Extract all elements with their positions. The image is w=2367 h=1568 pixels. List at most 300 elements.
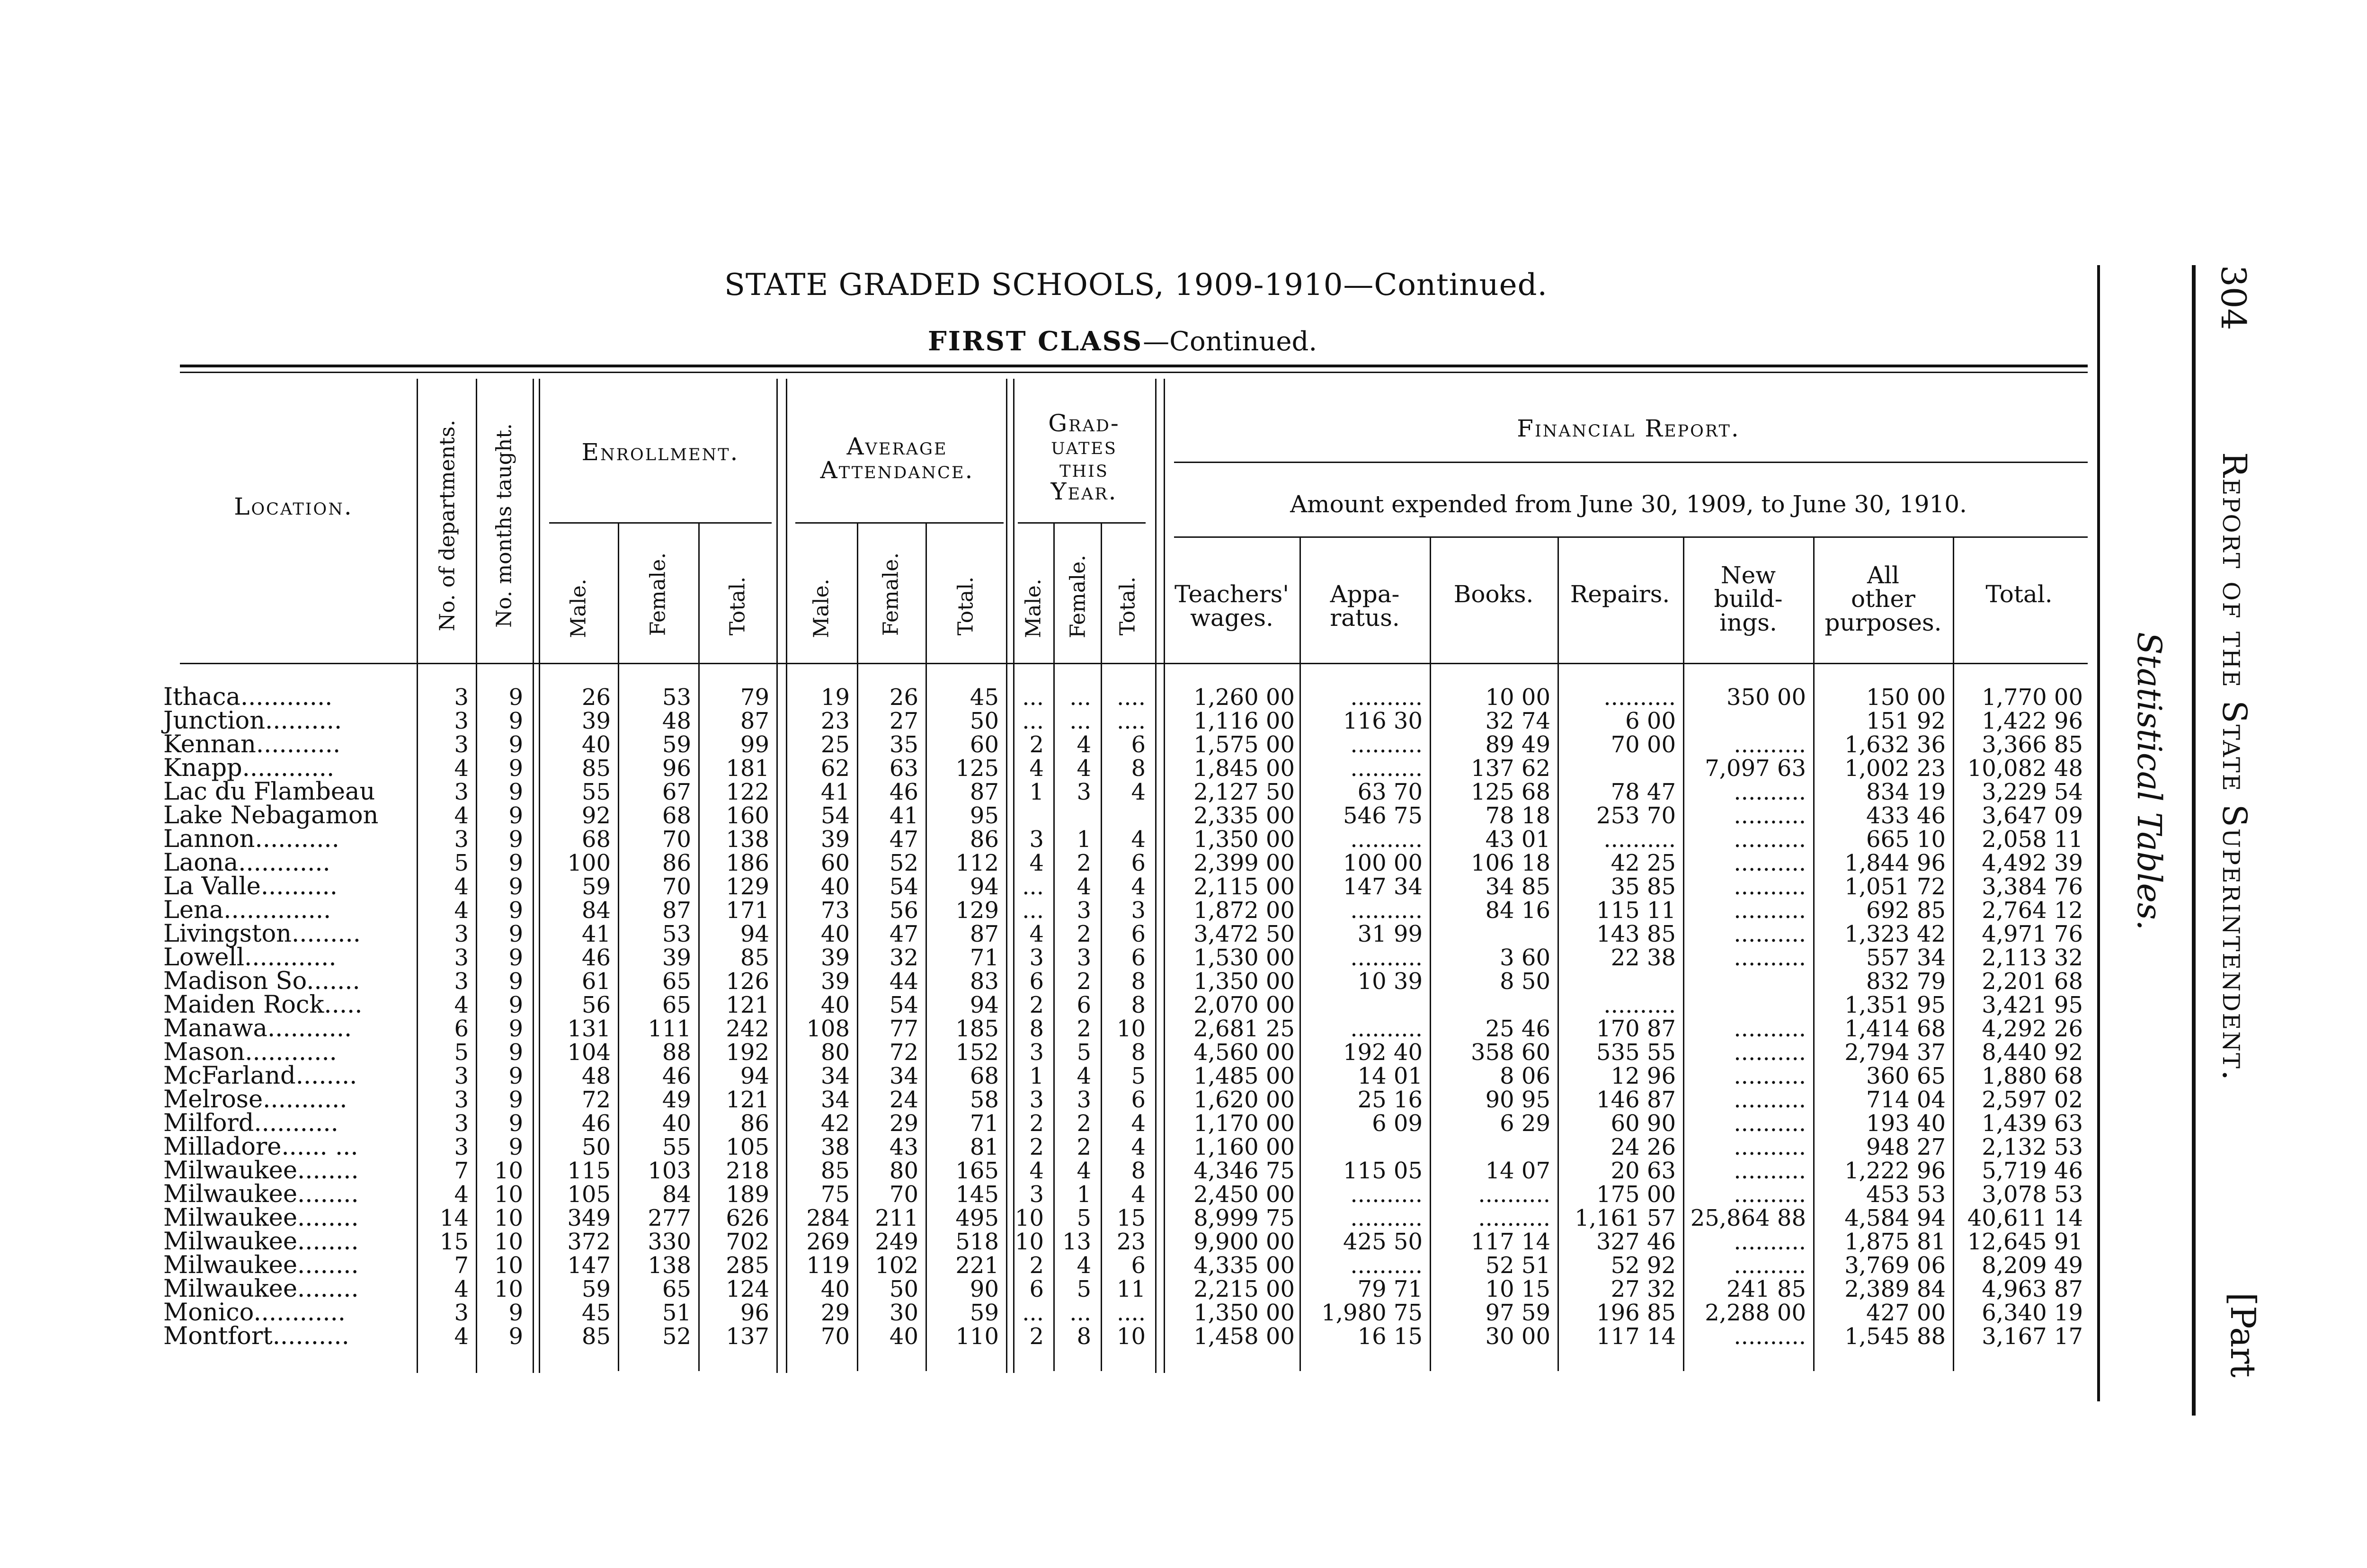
cell-tw: 1,260 00 — [1193, 684, 1295, 711]
row-location: Lake Nebagamon — [163, 802, 379, 829]
cell-at: 50 — [970, 708, 999, 734]
row-location: Milwaukee........ — [163, 1275, 359, 1303]
cell-gm: 4 — [1029, 1158, 1044, 1184]
cell-et: 186 — [726, 850, 769, 876]
cell-rp: 52 92 — [1611, 1252, 1676, 1279]
cell-gf: 2 — [1077, 1134, 1091, 1160]
cell-at: 68 — [970, 1063, 999, 1089]
cell-tw: 2,127 50 — [1193, 779, 1295, 805]
row-location: Milford........... — [163, 1109, 338, 1137]
cell-am: 19 — [820, 684, 850, 711]
cell-am: 60 — [820, 850, 850, 876]
cell-gt: 4 — [1131, 1181, 1146, 1208]
cell-at: 129 — [955, 897, 999, 924]
cell-bk: 10 15 — [1485, 1276, 1550, 1302]
cell-tw: 8,999 75 — [1193, 1205, 1295, 1231]
cell-nb: .......... — [1734, 944, 1806, 971]
cell-gt: 10 — [1116, 1323, 1146, 1350]
cell-ef: 55 — [662, 1134, 691, 1160]
cell-gm: 3 — [1029, 826, 1044, 853]
cell-em: 55 — [581, 779, 611, 805]
cell-gf: ... — [1069, 684, 1091, 711]
cell-gm: 2 — [1029, 1252, 1044, 1279]
cell-ef: 88 — [662, 1039, 691, 1066]
cell-em: 92 — [581, 802, 611, 829]
cell-tot: 10,082 48 — [1967, 755, 2083, 782]
cell-dep: 3 — [454, 1134, 469, 1160]
cell-ef: 86 — [662, 850, 691, 876]
cell-mon: 9 — [508, 1016, 523, 1042]
cell-gt: 8 — [1131, 968, 1146, 995]
cell-ap: 10 39 — [1357, 968, 1423, 995]
cell-em: 46 — [581, 1110, 611, 1137]
cell-tot: 8,209 49 — [1982, 1252, 2083, 1279]
cell-am: 62 — [820, 755, 850, 782]
amount-expended-header: Amount expended from June 30, 1909, to June 30, 1910. — [1290, 490, 1967, 518]
cell-rp: 22 38 — [1611, 944, 1676, 971]
cell-dep: 4 — [454, 1181, 469, 1208]
financial-report-header: Financial Report. — [1517, 415, 1740, 442]
cell-gm: 3 — [1029, 944, 1044, 971]
cell-ap: 79 71 — [1357, 1276, 1423, 1302]
cell-at: 94 — [970, 873, 999, 900]
cell-tw: 1,845 00 — [1193, 755, 1295, 782]
cell-et: 171 — [726, 897, 769, 924]
row-location: Milwaukee........ — [163, 1228, 359, 1256]
cell-ao: 834 19 — [1866, 779, 1946, 805]
cell-dep: 3 — [454, 968, 469, 995]
cell-em: 131 — [567, 1016, 611, 1042]
cell-af: 63 — [889, 755, 918, 782]
cell-am: 85 — [820, 1158, 850, 1184]
cell-mon: 9 — [508, 873, 523, 900]
cell-et: 85 — [740, 944, 769, 971]
cell-am: 73 — [820, 897, 850, 924]
col-rule — [1557, 538, 1559, 1371]
cell-dep: 3 — [454, 1087, 469, 1113]
cell-nb: .......... — [1734, 1063, 1806, 1089]
cell-af: 43 — [889, 1134, 918, 1160]
col-rule — [476, 379, 477, 1373]
cell-mon: 9 — [508, 992, 523, 1018]
cell-tot: 2,113 32 — [1982, 944, 2083, 971]
cell-mon: 9 — [508, 802, 523, 829]
cell-mon: 10 — [494, 1158, 523, 1184]
graduates-underline — [1018, 522, 1146, 524]
row-location: Milwaukee........ — [163, 1251, 359, 1279]
row-location: Kennan........... — [163, 731, 341, 758]
cell-gf: 3 — [1077, 944, 1091, 971]
cell-nb: .......... — [1734, 1323, 1806, 1350]
cell-dep: 3 — [454, 944, 469, 971]
cell-tot: 1,439 63 — [1982, 1110, 2083, 1137]
cell-at: 83 — [970, 968, 999, 995]
enroll-female-header: Female. — [646, 552, 670, 636]
cell-bk: 8 06 — [1500, 1063, 1550, 1089]
cell-tw: 1,485 00 — [1193, 1063, 1295, 1089]
cell-rp: 27 32 — [1611, 1276, 1676, 1302]
row-location: Mason............ — [163, 1038, 337, 1066]
cell-dep: 14 — [439, 1205, 469, 1231]
cell-gt: 11 — [1116, 1276, 1146, 1302]
cell-tot: 4,292 26 — [1982, 1016, 2083, 1042]
cell-nb: .......... — [1734, 1158, 1806, 1184]
cell-ao: 2,794 37 — [1844, 1039, 1946, 1066]
cell-bk: .......... — [1478, 1205, 1550, 1231]
cell-am: 42 — [820, 1110, 850, 1137]
cell-tot: 2,058 11 — [1982, 826, 2083, 853]
grad-total-header: Total. — [1115, 576, 1140, 636]
cell-gt: 10 — [1116, 1016, 1146, 1042]
cell-ap: 147 34 — [1343, 873, 1423, 900]
cell-ao: 2,389 84 — [1844, 1276, 1946, 1302]
financial-underline — [1174, 462, 2088, 463]
col-rule — [1299, 538, 1301, 1371]
cell-bk: 106 18 — [1471, 850, 1550, 876]
col-rule — [857, 524, 858, 1371]
cell-dep: 5 — [454, 1039, 469, 1066]
row-location: Milwaukee........ — [163, 1180, 359, 1208]
cell-nb: .......... — [1734, 921, 1806, 947]
cell-rp: 253 70 — [1596, 802, 1676, 829]
cell-tot: 3,647 09 — [1982, 802, 2083, 829]
cell-ao: 665 10 — [1866, 826, 1946, 853]
cell-am: 39 — [820, 968, 850, 995]
cell-tot: 4,492 39 — [1982, 850, 2083, 876]
cell-ao: 1,414 68 — [1844, 1016, 1946, 1042]
cell-bk: 84 16 — [1485, 897, 1550, 924]
cell-at: 87 — [970, 921, 999, 947]
cell-am: 80 — [820, 1039, 850, 1066]
cell-at: 221 — [955, 1252, 999, 1279]
cell-et: 192 — [726, 1039, 769, 1066]
col-rule — [539, 379, 540, 1373]
cell-gt: 4 — [1131, 873, 1146, 900]
cell-ap: 546 75 — [1343, 802, 1423, 829]
row-location: Ithaca............ — [163, 683, 333, 711]
cell-et: 94 — [740, 921, 769, 947]
books-header: Books. — [1453, 580, 1534, 608]
cell-rp: 115 11 — [1596, 897, 1676, 924]
repairs-header: Repairs. — [1570, 580, 1670, 608]
cell-gm: 4 — [1029, 850, 1044, 876]
cell-tw: 4,560 00 — [1193, 1039, 1295, 1066]
col-rule — [1053, 524, 1055, 1371]
cell-gt: 6 — [1131, 921, 1146, 947]
cell-rp: 175 00 — [1596, 1181, 1676, 1208]
cell-at: 45 — [970, 684, 999, 711]
cell-et: 129 — [726, 873, 769, 900]
cell-at: 152 — [955, 1039, 999, 1066]
cell-gm: ... — [1022, 708, 1044, 734]
cell-bk: 78 18 — [1485, 802, 1550, 829]
cell-ao: 1,875 81 — [1844, 1229, 1946, 1255]
section-label: Statistical Tables. — [2130, 632, 2169, 931]
cell-ao: 1,844 96 — [1844, 850, 1946, 876]
cell-gm: 10 — [1014, 1205, 1044, 1231]
cell-mon: 9 — [508, 1087, 523, 1113]
cell-mon: 10 — [494, 1205, 523, 1231]
cell-nb: .......... — [1734, 1039, 1806, 1066]
cell-am: 34 — [820, 1087, 850, 1113]
attendance-header: Average Attendance. — [820, 433, 974, 484]
cell-gt: 15 — [1116, 1205, 1146, 1231]
col-rule — [1430, 538, 1431, 1371]
cell-am: 75 — [820, 1181, 850, 1208]
cell-af: 32 — [889, 944, 918, 971]
cell-gt: 6 — [1131, 1087, 1146, 1113]
cell-nb: .......... — [1734, 1087, 1806, 1113]
cell-ao: 1,545 88 — [1844, 1323, 1946, 1350]
cell-mon: 9 — [508, 968, 523, 995]
apparatus-header: Appa- ratus. — [1330, 580, 1400, 632]
all-other-header: All other purposes. — [1824, 561, 1942, 636]
cell-gt: 23 — [1116, 1229, 1146, 1255]
cell-rp: 535 55 — [1596, 1039, 1676, 1066]
cell-em: 104 — [567, 1039, 611, 1066]
cell-ap: .......... — [1350, 755, 1423, 782]
cell-nb: .......... — [1734, 826, 1806, 853]
cell-et: 121 — [726, 992, 769, 1018]
row-location: Lac du Flambeau — [163, 778, 375, 806]
table-top-rule-2 — [180, 372, 2088, 373]
cell-af: 52 — [889, 850, 918, 876]
cell-af: 35 — [889, 731, 918, 758]
cell-gm: ... — [1022, 897, 1044, 924]
cell-em: 100 — [567, 850, 611, 876]
cell-dep: 4 — [454, 897, 469, 924]
cell-et: 242 — [726, 1016, 769, 1042]
cell-af: 41 — [889, 802, 918, 829]
row-location: La Valle.......... — [163, 873, 338, 900]
cell-dep: 5 — [454, 850, 469, 876]
cell-ef: 111 — [648, 1016, 691, 1042]
cell-gt: 6 — [1131, 850, 1146, 876]
cell-gf: 2 — [1077, 968, 1091, 995]
cell-dep: 4 — [454, 755, 469, 782]
cell-et: 626 — [726, 1205, 769, 1231]
cell-bk: 32 74 — [1485, 708, 1550, 734]
cell-mon: 9 — [508, 1063, 523, 1089]
cell-dep: 15 — [439, 1229, 469, 1255]
cell-af: 50 — [889, 1276, 918, 1302]
cell-am: 40 — [820, 992, 850, 1018]
cell-et: 702 — [726, 1229, 769, 1255]
cell-bk: 43 01 — [1485, 826, 1550, 853]
cell-dep: 7 — [454, 1158, 469, 1184]
cell-gt: 5 — [1131, 1063, 1146, 1089]
cell-ao: 1,351 95 — [1844, 992, 1946, 1018]
section-title-bold: FIRST CLASS — [928, 326, 1143, 357]
cell-tw: 2,681 25 — [1193, 1016, 1295, 1042]
cell-bk: 6 29 — [1500, 1110, 1550, 1137]
cell-gm: 6 — [1029, 1276, 1044, 1302]
cell-tw: 1,530 00 — [1193, 944, 1295, 971]
cell-at: 71 — [970, 1110, 999, 1137]
cell-ao: 1,051 72 — [1844, 873, 1946, 900]
cell-af: 249 — [875, 1229, 918, 1255]
attend-male-header: Male. — [809, 579, 834, 638]
cell-gf: 1 — [1077, 826, 1091, 853]
cell-ao: 948 27 — [1866, 1134, 1946, 1160]
cell-ef: 103 — [648, 1158, 691, 1184]
fin-total-header: Total. — [1985, 580, 2053, 608]
cell-tw: 2,450 00 — [1193, 1181, 1295, 1208]
cell-af: 54 — [889, 873, 918, 900]
row-location: Maiden Rock..... — [163, 991, 363, 1019]
cell-tot: 2,597 02 — [1982, 1087, 2083, 1113]
cell-at: 60 — [970, 731, 999, 758]
cell-gf: 13 — [1062, 1229, 1091, 1255]
cell-ao: 427 00 — [1866, 1300, 1946, 1326]
cell-gt: 8 — [1131, 755, 1146, 782]
cell-et: 105 — [726, 1134, 769, 1160]
page-number: 304 — [2214, 265, 2253, 330]
cell-ap: 1,980 75 — [1321, 1300, 1423, 1326]
cell-tw: 2,215 00 — [1193, 1276, 1295, 1302]
cell-et: 181 — [726, 755, 769, 782]
cell-ef: 51 — [662, 1300, 691, 1326]
col-rule — [786, 379, 787, 1373]
cell-bk: 125 68 — [1471, 779, 1550, 805]
cell-rp: 170 87 — [1596, 1016, 1676, 1042]
cell-bk: 117 14 — [1471, 1229, 1550, 1255]
cell-at: 94 — [970, 992, 999, 1018]
cell-ef: 84 — [662, 1181, 691, 1208]
cell-tw: 1,350 00 — [1193, 1300, 1295, 1326]
cell-ef: 277 — [648, 1205, 691, 1231]
cell-mon: 9 — [508, 684, 523, 711]
cell-at: 110 — [955, 1323, 999, 1350]
cell-ef: 87 — [662, 897, 691, 924]
cell-nb: .......... — [1734, 779, 1806, 805]
cell-gt: 6 — [1131, 731, 1146, 758]
cell-ao: 151 92 — [1866, 708, 1946, 734]
cell-dep: 3 — [454, 779, 469, 805]
cell-af: 26 — [889, 684, 918, 711]
col-rule — [925, 524, 927, 1371]
cell-gf: 5 — [1077, 1276, 1091, 1302]
cell-tw: 4,335 00 — [1193, 1252, 1295, 1279]
cell-af: 40 — [889, 1323, 918, 1350]
page-title: STATE GRADED SCHOOLS, 1909-1910—Continued. — [724, 267, 1548, 303]
cell-ap: .......... — [1350, 826, 1423, 853]
cell-et: 86 — [740, 1110, 769, 1137]
cell-gf: 4 — [1077, 1158, 1091, 1184]
enrollment-header: Enrollment. — [581, 438, 739, 466]
cell-at: 87 — [970, 779, 999, 805]
cell-gt: 8 — [1131, 1158, 1146, 1184]
cell-tw: 3,472 50 — [1193, 921, 1295, 947]
cell-gt: .... — [1116, 708, 1146, 734]
cell-ef: 49 — [662, 1087, 691, 1113]
cell-mon: 9 — [508, 1110, 523, 1137]
cell-tw: 1,350 00 — [1193, 968, 1295, 995]
cell-at: 518 — [955, 1229, 999, 1255]
cell-at: 185 — [955, 1016, 999, 1042]
cell-rp: .......... — [1603, 992, 1676, 1018]
cell-tw: 2,399 00 — [1193, 850, 1295, 876]
cell-tot: 3,078 53 — [1982, 1181, 2083, 1208]
cell-gm: 2 — [1029, 1323, 1044, 1350]
cell-bk: 89 49 — [1485, 731, 1550, 758]
cell-at: 59 — [970, 1300, 999, 1326]
cell-rp: 1,161 57 — [1575, 1205, 1676, 1231]
cell-et: 138 — [726, 826, 769, 853]
cell-ap: .......... — [1350, 731, 1423, 758]
cell-ef: 67 — [662, 779, 691, 805]
cell-em: 147 — [567, 1252, 611, 1279]
cell-dep: 7 — [454, 1252, 469, 1279]
cell-em: 372 — [567, 1229, 611, 1255]
cell-mon: 9 — [508, 1134, 523, 1160]
cell-ao: 433 46 — [1866, 802, 1946, 829]
cell-gm: ... — [1022, 873, 1044, 900]
cell-ao: 193 40 — [1866, 1110, 1946, 1137]
cell-nb: .......... — [1734, 897, 1806, 924]
cell-em: 68 — [581, 826, 611, 853]
cell-mon: 9 — [508, 826, 523, 853]
cell-ao: 1,632 36 — [1844, 731, 1946, 758]
row-location: McFarland........ — [163, 1062, 357, 1090]
cell-tw: 2,335 00 — [1193, 802, 1295, 829]
cell-am: 29 — [820, 1300, 850, 1326]
cell-tw: 9,900 00 — [1193, 1229, 1295, 1255]
cell-rp: 327 46 — [1596, 1229, 1676, 1255]
cell-tot: 2,132 53 — [1982, 1134, 2083, 1160]
cell-et: 122 — [726, 779, 769, 805]
cell-ef: 68 — [662, 802, 691, 829]
cell-et: 121 — [726, 1087, 769, 1113]
cell-et: 79 — [740, 684, 769, 711]
cell-et: 124 — [726, 1276, 769, 1302]
graduates-header: Grad- uates this Year. — [1048, 410, 1120, 505]
header-bottom-rule — [180, 663, 2088, 664]
row-location: Manawa........... — [163, 1015, 352, 1042]
cell-ef: 52 — [662, 1323, 691, 1350]
cell-gm: 4 — [1029, 921, 1044, 947]
cell-em: 50 — [581, 1134, 611, 1160]
cell-rp: 24 26 — [1611, 1134, 1676, 1160]
location-header: Location. — [234, 493, 353, 520]
cell-em: 59 — [581, 1276, 611, 1302]
cell-dep: 3 — [454, 708, 469, 734]
cell-mon: 10 — [494, 1252, 523, 1279]
cell-ef: 138 — [648, 1252, 691, 1279]
amount-underline — [1174, 536, 2088, 538]
row-location: Livingston......... — [163, 920, 361, 948]
cell-ef: 70 — [662, 873, 691, 900]
cell-em: 56 — [581, 992, 611, 1018]
cell-tw: 1,170 00 — [1193, 1110, 1295, 1137]
cell-rp: 196 85 — [1596, 1300, 1676, 1326]
cell-am: 40 — [820, 1276, 850, 1302]
new-buildings-header: New build- ings. — [1714, 561, 1783, 636]
cell-dep: 4 — [454, 1276, 469, 1302]
cell-rp: .......... — [1603, 826, 1676, 853]
cell-bk: 10 00 — [1485, 684, 1550, 711]
cell-dep: 4 — [454, 992, 469, 1018]
cell-gm: ... — [1022, 684, 1044, 711]
cell-tot: 3,366 85 — [1982, 731, 2083, 758]
cell-mon: 9 — [508, 921, 523, 947]
cell-tw: 1,116 00 — [1193, 708, 1295, 734]
cell-ef: 70 — [662, 826, 691, 853]
cell-rp: 35 85 — [1611, 873, 1676, 900]
cell-gt: .... — [1116, 1300, 1146, 1326]
cell-bk: 25 46 — [1485, 1016, 1550, 1042]
cell-am: 39 — [820, 944, 850, 971]
